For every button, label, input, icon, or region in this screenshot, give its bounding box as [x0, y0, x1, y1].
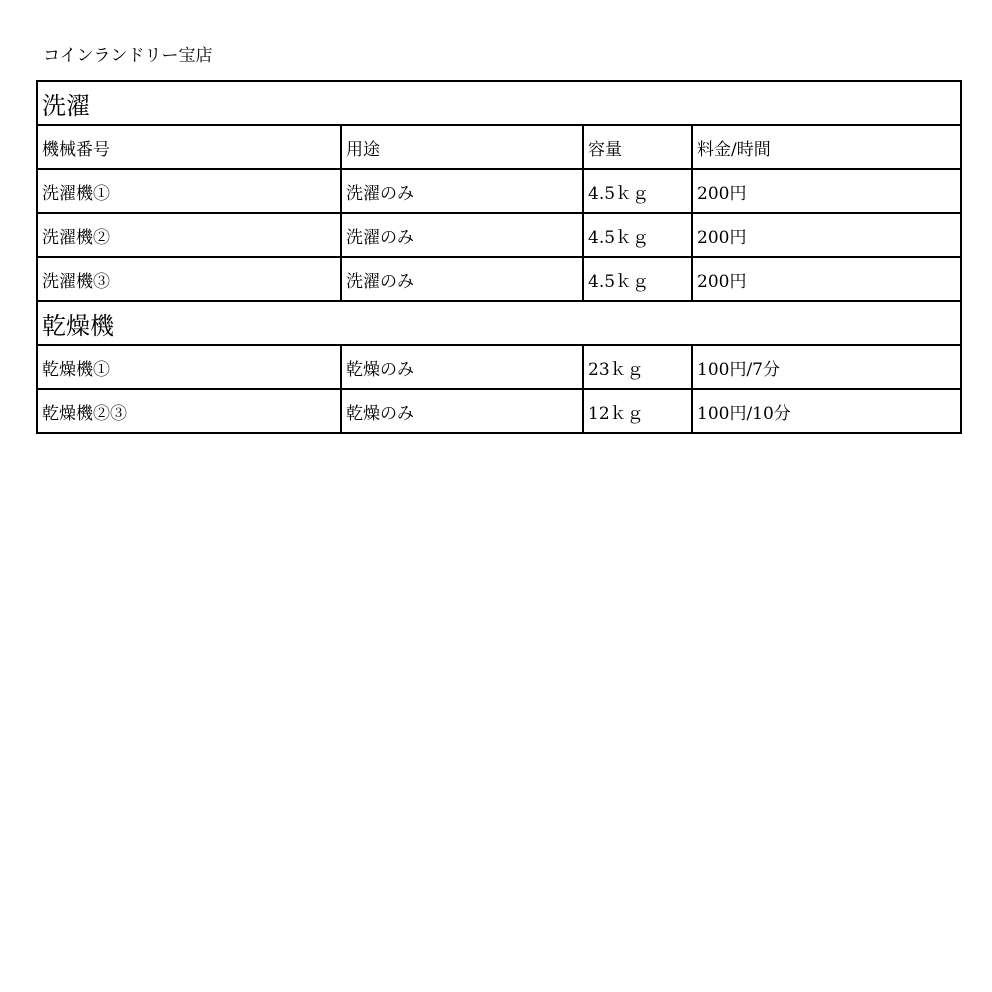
table-row [37, 257, 961, 301]
usage-cell: 洗濯のみ [341, 213, 583, 257]
column-header-capacity: 容量 [583, 125, 692, 169]
machine-number-cell: 乾燥機②③ [37, 389, 341, 433]
price-cell: 100円/10分 [692, 389, 961, 433]
table-row [37, 345, 961, 389]
section-heading-dryer: 乾燥機 [37, 301, 961, 345]
table-row [37, 389, 961, 433]
price-cell: 100円/7分 [692, 345, 961, 389]
document-title: コインランドリー宝店 [43, 46, 213, 66]
machine-number-cell: 乾燥機① [37, 345, 341, 389]
column-header-usage: 用途 [341, 125, 583, 169]
table-row [37, 213, 961, 257]
column-header-price-time: 料金/時間 [692, 125, 961, 169]
usage-cell: 洗濯のみ [341, 169, 583, 213]
capacity-cell: 23ｋｇ [583, 345, 692, 389]
price-cell: 200円 [692, 257, 961, 301]
machine-number-cell: 洗濯機③ [37, 257, 341, 301]
table-header-row [37, 125, 961, 169]
laundry-price-table [36, 80, 962, 434]
capacity-cell: 12ｋｇ [583, 389, 692, 433]
usage-cell: 乾燥のみ [341, 345, 583, 389]
price-cell: 200円 [692, 169, 961, 213]
section-row-dryer [37, 301, 961, 345]
machine-number-cell: 洗濯機① [37, 169, 341, 213]
section-heading-washing: 洗濯 [37, 81, 961, 125]
price-cell: 200円 [692, 213, 961, 257]
usage-cell: 洗濯のみ [341, 257, 583, 301]
table-row [37, 169, 961, 213]
capacity-cell: 4.5ｋｇ [583, 169, 692, 213]
capacity-cell: 4.5ｋｇ [583, 213, 692, 257]
capacity-cell: 4.5ｋｇ [583, 257, 692, 301]
usage-cell: 乾燥のみ [341, 389, 583, 433]
section-row-washing [37, 81, 961, 125]
column-header-machine-number: 機械番号 [37, 125, 341, 169]
machine-number-cell: 洗濯機② [37, 213, 341, 257]
